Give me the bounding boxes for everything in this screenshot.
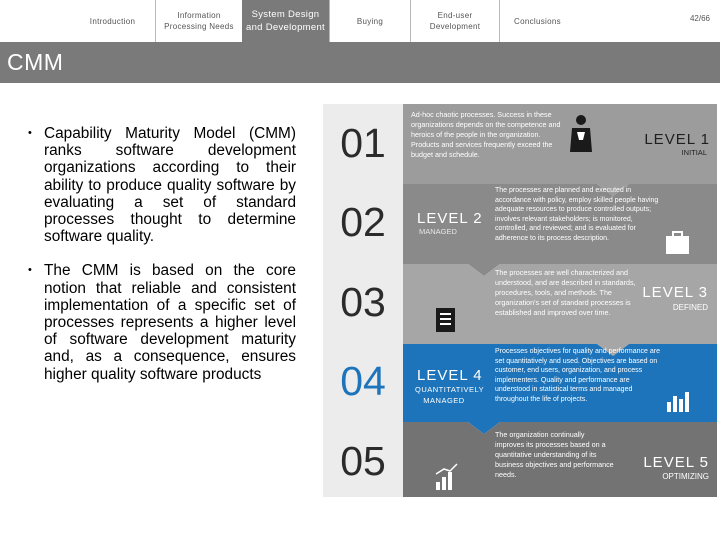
cmm-levels-graphic (323, 104, 717, 497)
cmm-level1-number: 01 (340, 120, 386, 166)
cmm-level4-name-box (415, 384, 485, 408)
bullet-list (22, 125, 296, 400)
cmm-level3-description: The processes are well characterized and understood, and are described in standards, procedures, tools, and methods. The organization's set of standard processes is established and improved over time. (495, 268, 636, 317)
bullet-text: Capability Maturity Model (CMM) ranks software development organizations according to their ability to produce quality software by evaluating a set of standard processes thought to determine software quality. (44, 125, 296, 246)
cmm-level2-description-box (495, 186, 663, 260)
cmm-level3-description-box (495, 268, 645, 340)
cmm-level2-description: The processes are planned and executed in accordance with policy, employ skilled people having adequate resources to produce controlled outputs; involves relevant stakeholders; is monitored, controlled, and reviewed; and is evaluated for adherence to its process description. (495, 187, 659, 242)
cmm-level1-name: INITIAL (681, 148, 707, 157)
cmm-level4-description-box (495, 347, 663, 419)
bullet-text: The CMM is based on the core notion that reliable and consistent implementation of a specific set of processes represents a higher level of software development maturity and, as a consequence, ensures higher quality software products (44, 262, 296, 383)
cmm-level4-number: 04 (340, 358, 386, 404)
cmm-level5-name: OPTIMIZING (662, 472, 709, 481)
bullet-icon: • (28, 264, 32, 277)
cmm-level2-name: MANAGED (419, 227, 457, 236)
cmm-level1-label: LEVEL 1 (644, 131, 710, 148)
cmm-level3-label: LEVEL 3 (642, 284, 708, 301)
cmm-level2-number: 02 (340, 199, 386, 245)
bullet-icon: • (28, 127, 32, 139)
top-navigation (0, 0, 720, 42)
cmm-level3-number: 03 (340, 279, 386, 325)
cmm-level1-description-box (411, 110, 563, 180)
cmm-level5-description-box (495, 430, 615, 492)
cmm-level2-label: LEVEL 2 (417, 210, 483, 227)
bullet-item (22, 262, 296, 382)
cmm-level5-label: LEVEL 5 (643, 454, 709, 471)
nav-item-conclusions[interactable]: Conclusions (514, 16, 561, 26)
cmm-level3-name: DEFINED (672, 303, 708, 312)
cmm-level4-name: QUANTITATIVELY MANAGED (415, 385, 485, 405)
nav-item-introduction[interactable]: Introduction (89, 16, 136, 26)
bullet-item (22, 125, 296, 245)
cmm-level5-number: 05 (340, 438, 386, 484)
checklist-icon (436, 308, 455, 332)
cmm-level5-description: The organization continually improves its processes based on a quantitative understanding of its business objectives and performance needs. (495, 430, 614, 479)
title-bar (0, 42, 720, 83)
cmm-level4-description: Processes objectives for quality and performance are set quantitatively and used. Objectives are based on customer, end users, organization, and process implementers. Quality and performance are understood in statistical terms and managed throughout the life of projects. (495, 348, 660, 403)
nav-item-system-design-and-development[interactable]: System Design and Development (242, 0, 329, 42)
page-number: 42/66 (689, 14, 710, 23)
nav-item-information-processing-needs[interactable]: Information Processing Needs (164, 11, 234, 31)
slide-title: CMM (7, 49, 64, 75)
nav-item-buying[interactable]: Buying (356, 16, 384, 26)
cmm-level1-description: Ad-hoc chaotic processes. Success in these organizations depends on the competence and heroics of the people in the organization. Products and services frequently exceed the budget and schedule. (411, 110, 561, 159)
cmm-level4-label: LEVEL 4 (417, 367, 483, 384)
nav-item-end-user-development[interactable]: End-user Development (429, 11, 481, 31)
